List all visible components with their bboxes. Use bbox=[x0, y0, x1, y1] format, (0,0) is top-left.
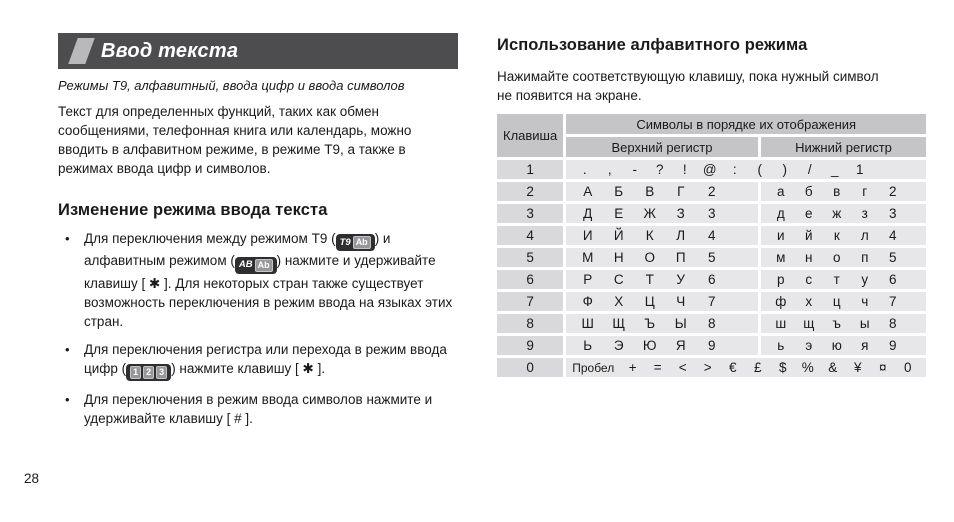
symbol: ы bbox=[859, 316, 870, 331]
symbol: Э bbox=[613, 338, 624, 353]
bullet-item bbox=[58, 390, 458, 428]
symbol: н bbox=[805, 250, 813, 265]
symbol: т bbox=[833, 272, 840, 287]
symbol: Ь bbox=[583, 338, 593, 353]
symbol: Ц bbox=[644, 294, 655, 309]
key-row bbox=[497, 358, 926, 377]
symbol: Р bbox=[583, 272, 593, 287]
header-key-cell: Клавиша bbox=[497, 114, 563, 157]
symbol: £ bbox=[753, 360, 762, 375]
symbol: 0 bbox=[903, 360, 912, 375]
chapter-subtitle: Режимы T9, алфавитный, ввода цифр и ввода символов bbox=[58, 78, 405, 93]
mode-bullet-list bbox=[58, 229, 458, 428]
symbol: Л bbox=[676, 228, 686, 243]
symbol: ъ bbox=[832, 316, 841, 331]
symbol: й bbox=[804, 228, 813, 243]
lower-register-cell bbox=[761, 270, 926, 289]
key-cell: 7 bbox=[497, 292, 563, 311]
symbol: ( bbox=[757, 162, 762, 177]
symbol: м bbox=[776, 250, 786, 265]
symbol: 9 bbox=[707, 338, 716, 353]
symbol: Ф bbox=[582, 294, 593, 309]
symbol: И bbox=[582, 228, 593, 243]
upper-register-cell bbox=[566, 336, 758, 355]
symbol: п bbox=[861, 250, 869, 265]
symbol: 4 bbox=[707, 228, 716, 243]
bullet-marker: • bbox=[65, 341, 70, 357]
symbol: А bbox=[583, 184, 593, 199]
symbol: _ bbox=[830, 162, 839, 177]
symbol: Щ bbox=[612, 316, 626, 331]
symbol: ь bbox=[777, 338, 785, 353]
symbol: В bbox=[645, 184, 655, 199]
symbol: = bbox=[653, 360, 662, 375]
alphabet-mode-intro: Нажимайте соответствующую клавишу, пока нужный символ не появится на экране. bbox=[497, 69, 879, 103]
symbol: Ш bbox=[581, 316, 594, 331]
number-mode-badge bbox=[126, 364, 171, 381]
symbol: @ bbox=[702, 162, 717, 177]
badge-segment: Ab bbox=[353, 236, 371, 249]
symbol: % bbox=[801, 360, 814, 375]
bullet-item bbox=[58, 229, 458, 331]
badge-segment: 3 bbox=[156, 366, 167, 379]
t9-mode-badge bbox=[336, 234, 375, 251]
symbol: $ bbox=[778, 360, 787, 375]
chapter-banner bbox=[58, 33, 458, 69]
symbol: О bbox=[644, 250, 655, 265]
key-row bbox=[497, 226, 926, 245]
upper-register-cell bbox=[566, 204, 758, 223]
symbol: Т bbox=[645, 272, 654, 287]
key-row bbox=[497, 270, 926, 289]
symbol: ¤ bbox=[878, 360, 887, 375]
symbol: П bbox=[675, 250, 686, 265]
symbol: Ч bbox=[676, 294, 686, 309]
symbol: Д bbox=[583, 206, 593, 221]
bullet-text: Для переключения между режимом T9 ( T9 Ab ) и алфавитным режимом ( АВ Ab ) нажмите и удерживайте клавишу [ ✱ ]. Для некоторых стран также существует возможность переключения в режим ввода на языках этих стран. bbox=[84, 231, 453, 329]
symbol: : bbox=[732, 162, 737, 177]
upper-register-cell bbox=[566, 270, 758, 289]
symbol: Г bbox=[677, 184, 685, 199]
upper-register-cell bbox=[566, 182, 758, 201]
symbol: . bbox=[582, 162, 587, 177]
lower-register-cell bbox=[761, 248, 926, 267]
symbol: Ъ bbox=[644, 316, 656, 331]
symbol: щ bbox=[803, 316, 815, 331]
symbol: 8 bbox=[707, 316, 716, 331]
badge-segment: Ab bbox=[255, 259, 273, 272]
symbol: а bbox=[777, 184, 785, 199]
lower-register-cell bbox=[761, 182, 926, 201]
symbol: Ю bbox=[642, 338, 657, 353]
key-symbols-table-header bbox=[497, 114, 926, 157]
symbol: в bbox=[833, 184, 841, 199]
key-symbols-table-body bbox=[497, 160, 926, 377]
symbol: л bbox=[860, 228, 869, 243]
chapter-title: Ввод текста bbox=[101, 39, 239, 62]
symbol: 7 bbox=[889, 294, 897, 309]
symbol: Ы bbox=[674, 316, 687, 331]
symbol: Н bbox=[613, 250, 624, 265]
lower-register-cell bbox=[761, 314, 926, 333]
symbol: 2 bbox=[889, 184, 897, 199]
lower-register-cell bbox=[761, 204, 926, 223]
section-heading-change-mode: Изменение режима ввода текста bbox=[58, 201, 328, 219]
bullet-text: Для переключения в режим ввода символов нажмите и удерживайте клавишу [ # ]. bbox=[84, 391, 433, 426]
badge-segment: 1 bbox=[130, 366, 141, 379]
symbol: г bbox=[862, 184, 868, 199]
key-cell: 9 bbox=[497, 336, 563, 355]
key-cell: 5 bbox=[497, 248, 563, 267]
symbol: д bbox=[776, 206, 785, 221]
header-upper-register-cell: Верхний регистр bbox=[566, 137, 758, 157]
upper-register-cell bbox=[566, 248, 758, 267]
key-cell: 8 bbox=[497, 314, 563, 333]
symbol: е bbox=[805, 206, 813, 221]
banner-slash-icon bbox=[68, 38, 94, 64]
upper-register-cell bbox=[566, 292, 758, 311]
symbol: Е bbox=[614, 206, 624, 221]
symbol: э bbox=[805, 338, 813, 353]
symbol: з bbox=[861, 206, 868, 221]
symbol: ю bbox=[831, 338, 842, 353]
key-row bbox=[497, 248, 926, 267]
bullet-marker: • bbox=[65, 391, 70, 407]
right-column bbox=[497, 36, 912, 380]
left-column bbox=[58, 33, 458, 437]
symbol: € bbox=[728, 360, 737, 375]
symbol: < bbox=[678, 360, 687, 375]
key-symbols-table bbox=[494, 111, 929, 380]
key-cell: 6 bbox=[497, 270, 563, 289]
symbol: > bbox=[703, 360, 712, 375]
symbol: 1 bbox=[855, 162, 864, 177]
key-row bbox=[497, 182, 926, 201]
symbol: р bbox=[777, 272, 785, 287]
symbol: ? bbox=[655, 162, 664, 177]
symbol: 7 bbox=[707, 294, 716, 309]
symbol: ж bbox=[832, 206, 842, 221]
section-heading-alphabet-mode: Использование алфавитного режима bbox=[497, 36, 808, 54]
upper-register-cell bbox=[566, 226, 758, 245]
symbol: + bbox=[628, 360, 637, 375]
symbol: , bbox=[607, 162, 612, 177]
symbol: ц bbox=[832, 294, 841, 309]
symbol: М bbox=[582, 250, 594, 265]
badge-segment: 2 bbox=[143, 366, 154, 379]
symbol: К bbox=[645, 228, 654, 243]
symbol: 3 bbox=[707, 206, 716, 221]
bullet-item bbox=[58, 340, 458, 381]
key-cell: 0 bbox=[497, 358, 563, 377]
chapter-intro-paragraph: Текст для определенных функций, таких как обмен сообщениями, телефонная книга или календарь, можно вводить в алфавитном режиме, в режиме T9, а также в режимах ввода цифр и символов. bbox=[58, 104, 412, 176]
symbol: б bbox=[804, 184, 813, 199]
badge-segment: АВ bbox=[238, 259, 253, 271]
symbol: к bbox=[833, 228, 840, 243]
symbol: о bbox=[833, 250, 841, 265]
merged-symbols-cell bbox=[566, 160, 926, 179]
symbol: Й bbox=[613, 228, 624, 243]
symbol: 9 bbox=[889, 338, 897, 353]
key-row bbox=[497, 292, 926, 311]
bullet-text: Для переключения регистра или перехода в режим ввода цифр ( 1 2 3 ) нажмите клавишу [ ✱ ]. bbox=[84, 340, 458, 381]
key-cell: 3 bbox=[497, 204, 563, 223]
key-cell: 1 bbox=[497, 160, 563, 179]
header-row-1 bbox=[497, 114, 926, 134]
symbol: / bbox=[807, 162, 812, 177]
symbol: 5 bbox=[707, 250, 716, 265]
symbol: Пробел bbox=[572, 361, 615, 375]
symbol: 3 bbox=[889, 206, 897, 221]
upper-register-cell bbox=[566, 314, 758, 333]
header-symbols-cell: Символы в порядке их отображения bbox=[566, 114, 926, 134]
key-row bbox=[497, 160, 926, 179]
symbol: & bbox=[828, 360, 838, 375]
symbol: ! bbox=[682, 162, 687, 177]
symbol: У bbox=[676, 272, 685, 287]
symbol: 4 bbox=[889, 228, 897, 243]
lower-register-cell bbox=[761, 226, 926, 245]
symbol: З bbox=[676, 206, 685, 221]
symbol: - bbox=[632, 162, 637, 177]
key-cell: 2 bbox=[497, 182, 563, 201]
symbol: ш bbox=[775, 316, 787, 331]
key-row bbox=[497, 336, 926, 355]
symbol: 2 bbox=[707, 184, 716, 199]
page-number: 28 bbox=[24, 471, 40, 486]
symbol: ф bbox=[775, 294, 787, 309]
symbol: 8 bbox=[889, 316, 897, 331]
symbol: ) bbox=[782, 162, 787, 177]
symbol: ¥ bbox=[853, 360, 862, 375]
symbol: 6 bbox=[707, 272, 716, 287]
symbol: Х bbox=[614, 294, 624, 309]
lower-register-cell bbox=[761, 336, 926, 355]
header-lower-register-cell: Нижний регистр bbox=[761, 137, 926, 157]
symbol: 6 bbox=[889, 272, 897, 287]
symbol: х bbox=[805, 294, 813, 309]
symbol: С bbox=[613, 272, 624, 287]
key-row bbox=[497, 314, 926, 333]
key-cell: 4 bbox=[497, 226, 563, 245]
symbol: и bbox=[776, 228, 785, 243]
symbol: с bbox=[805, 272, 813, 287]
key-row bbox=[497, 204, 926, 223]
symbol: ч bbox=[861, 294, 869, 309]
bullet-marker: • bbox=[65, 231, 70, 246]
alphabet-mode-badge bbox=[235, 257, 277, 274]
symbol: Ж bbox=[643, 206, 656, 221]
lower-register-cell bbox=[761, 292, 926, 311]
symbol: 5 bbox=[889, 250, 897, 265]
symbol: у bbox=[861, 272, 869, 287]
symbol: Б bbox=[614, 184, 624, 199]
symbol: я bbox=[861, 338, 869, 353]
merged-symbols-cell bbox=[566, 358, 926, 377]
symbol: Я bbox=[675, 338, 686, 353]
badge-segment: T9 bbox=[339, 237, 351, 248]
